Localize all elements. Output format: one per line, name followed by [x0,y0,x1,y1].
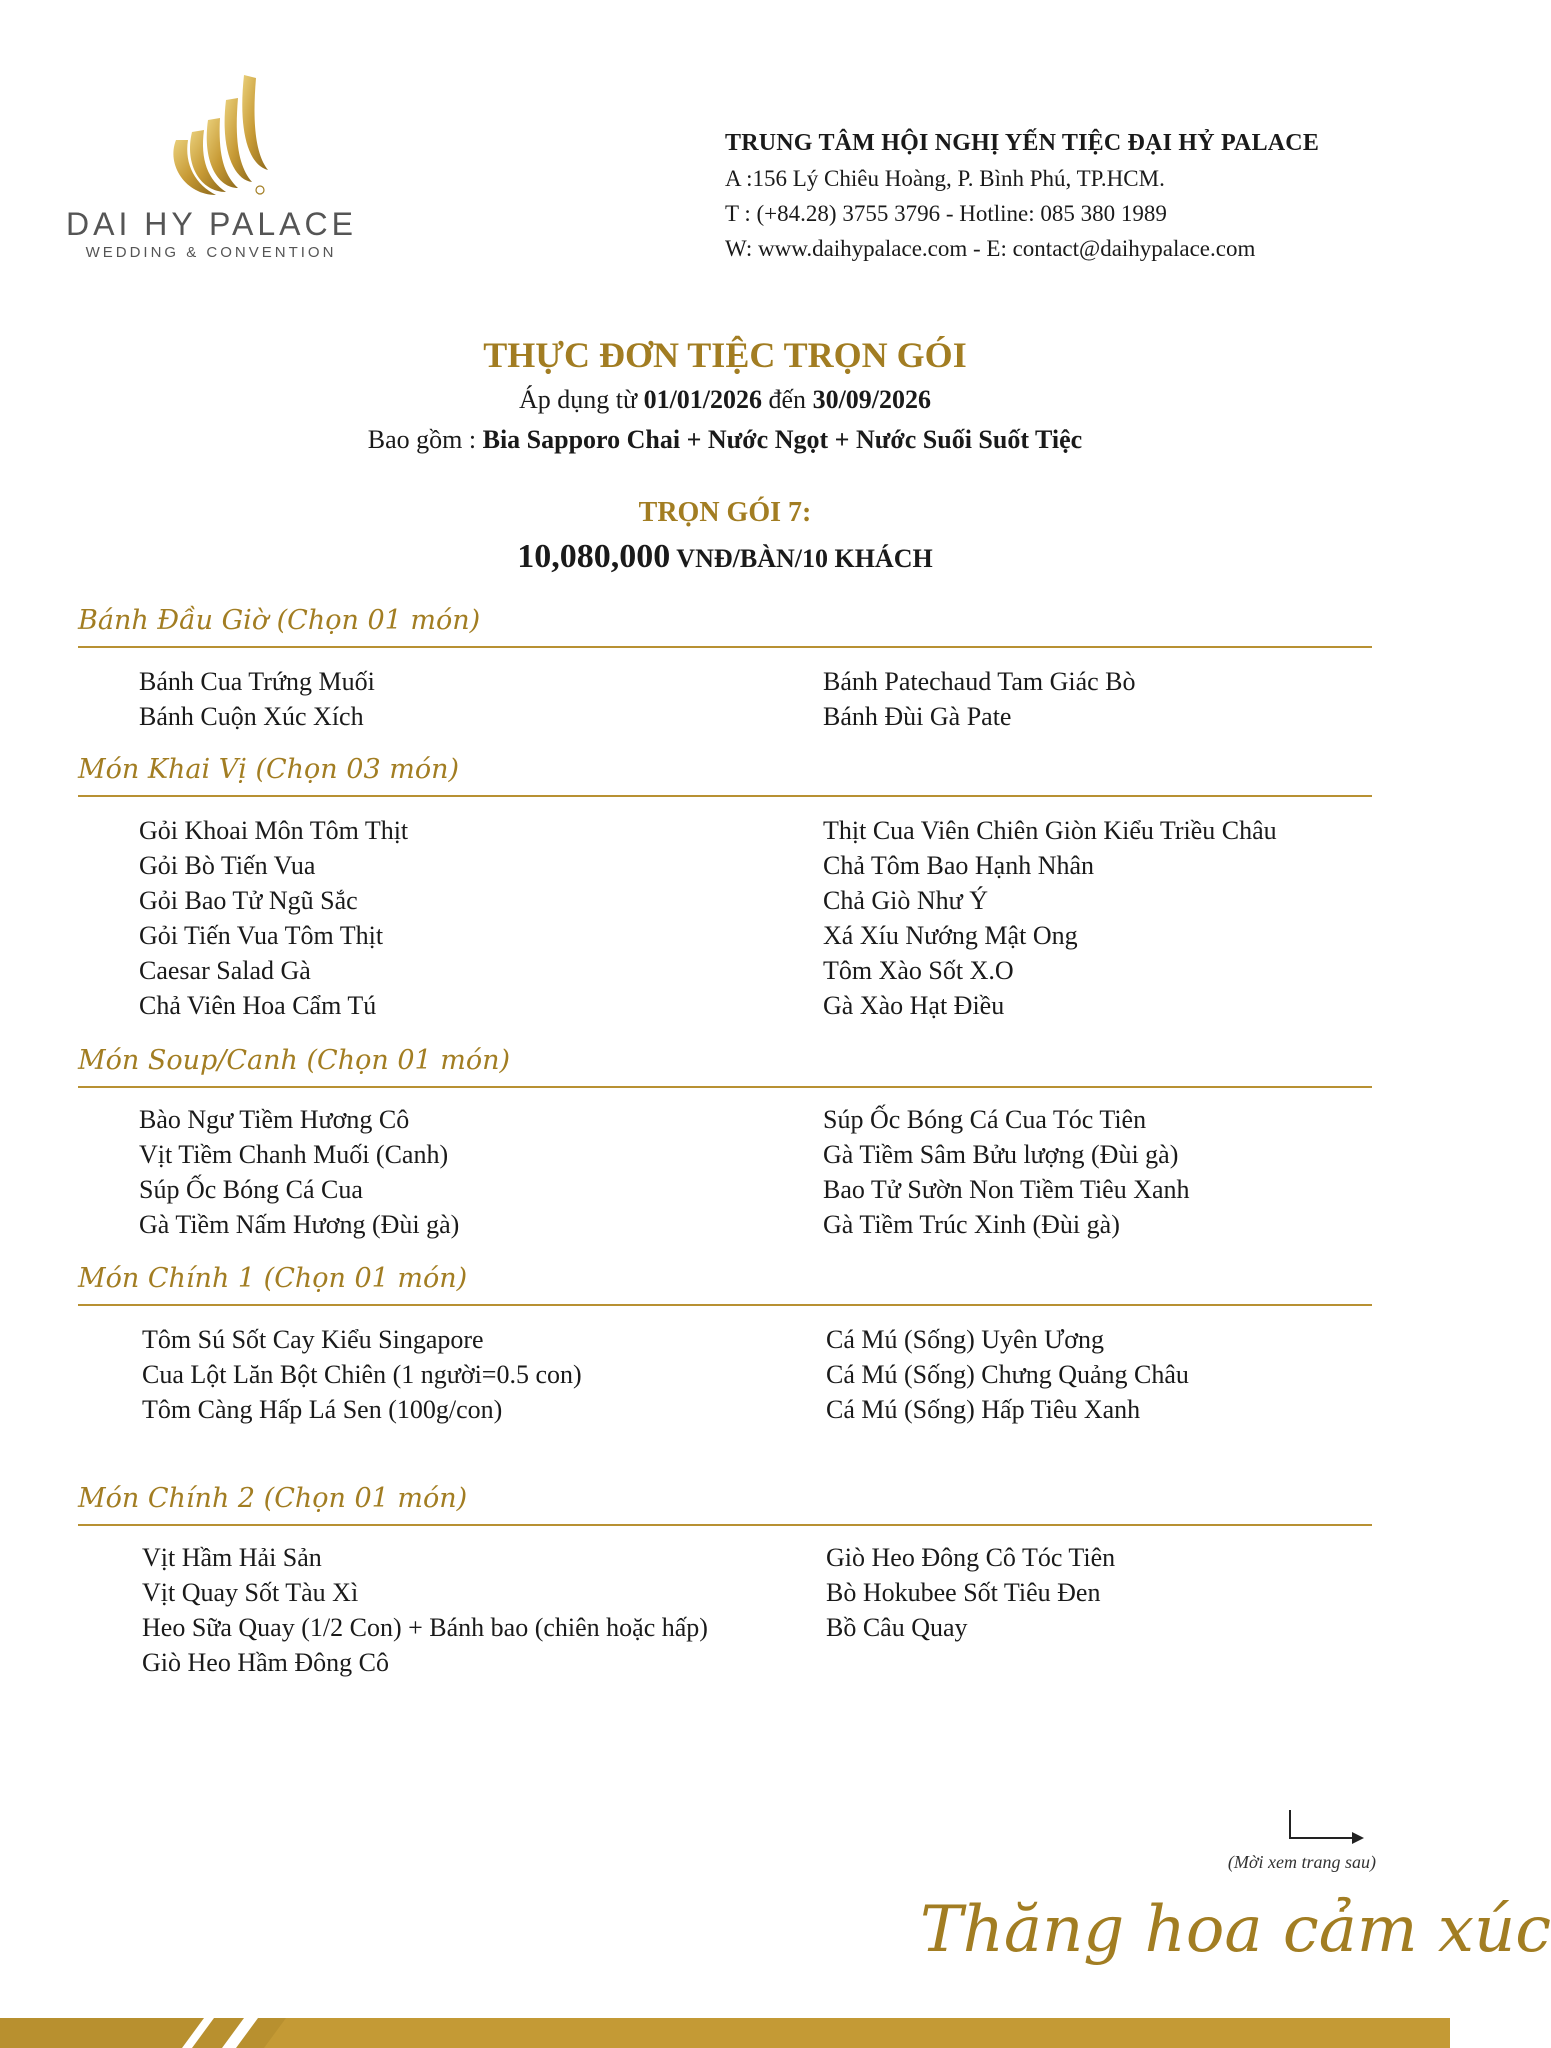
package-block [0,492,1450,586]
menu-item: Chả Viên Hoa Cẩm Tú [139,991,377,1020]
section-title: Bánh Đầu Giờ (Chọn 01 món) [78,605,481,636]
menu-item: Gỏi Tiến Vua Tôm Thịt [139,921,384,950]
section-divider [78,1524,1372,1526]
menu-item: Tôm Càng Hấp Lá Sen (100g/con) [142,1395,503,1424]
web-email: W: www.daihypalace.com - E: contact@daihypalace.com [725,236,1256,261]
menu-item: Vịt Hầm Hải Sản [142,1543,322,1572]
menu-item: Bò Hokubee Sốt Tiêu Đen [826,1578,1101,1607]
includes-line [0,420,1450,460]
section-divider [78,1086,1372,1088]
arrow-right-icon [1288,1808,1368,1844]
menu-item: Giò Heo Hầm Đông Cô [142,1648,389,1677]
right-column [823,813,1277,1023]
menu-item: Bao Tử Sườn Non Tiềm Tiêu Xanh [823,1175,1190,1204]
menu-item: Cá Mú (Sống) Uyên Ương [826,1325,1105,1354]
menu-item: Chả Giò Như Ý [823,886,989,915]
logo-emblem-icon [156,70,276,200]
menu-item: Tôm Xào Sốt X.O [823,956,1014,985]
menu-item: Gỏi Bò Tiến Vua [139,851,316,880]
slogan: Thăng hoa cảm xúc [920,1893,1551,1967]
section-title: Món Soup/Canh (Chọn 01 món) [78,1045,511,1076]
menu-item: Gà Tiềm Sâm Bửu lượng (Đùi gà) [823,1140,1179,1169]
menu-section [78,602,1372,731]
menu-item: Súp Ốc Bóng Cá Cua [139,1175,363,1204]
menu-item: Giò Heo Đông Cô Tóc Tiên [826,1543,1116,1572]
section-divider [78,795,1372,797]
include-prefix: Bao gồm : [367,425,483,454]
apply-prefix: Áp dụng từ [518,385,644,414]
menu-item: Bào Ngư Tiềm Hương Cô [139,1105,410,1134]
price-unit: VNĐ/BÀN/10 KHÁCH [670,544,933,573]
menu-section [78,1042,1372,1239]
menu-item: Cua Lột Lăn Bột Chiên (1 người=0.5 con) [142,1360,582,1389]
menu-item: Gà Tiềm Trúc Xinh (Đùi gà) [823,1210,1120,1239]
section-title: Món Chính 2 (Chọn 01 món) [78,1483,468,1514]
section-divider [78,646,1372,648]
apply-mid: đến [762,385,813,414]
left-column [142,1322,582,1427]
apply-from: 01/01/2026 [643,385,763,414]
menu-section [78,751,1372,1020]
menu-item: Vịt Tiềm Chanh Muối (Canh) [139,1140,449,1169]
menu-item: Vịt Quay Sốt Tàu Xì [142,1578,359,1607]
menu-item: Bánh Cua Trứng Muối [139,667,375,696]
phone: T : (+84.28) 3755 3796 - Hotline: 085 380 1989 [725,201,1167,226]
right-column [823,1102,1190,1242]
logo-name: DAI HY PALACE [66,206,357,242]
contact-block [725,126,1405,266]
title-block [0,330,1450,460]
menu-item: Thịt Cua Viên Chiên Giòn Kiểu Triều Châu [823,816,1277,845]
menu-item: Chả Tôm Bao Hạnh Nhân [823,851,1095,880]
organization-name: TRUNG TÂM HỘI NGHỊ YẾN TIỆC ĐẠI HỶ PALACE [725,130,1320,156]
menu-item: Heo Sữa Quay (1/2 Con) + Bánh bao (chiên hoặc hấp) [142,1613,708,1642]
menu-item: Bánh Đùi Gà Pate [823,702,1012,731]
price-line [0,534,1450,586]
footer-band [0,2018,1450,2048]
menu-item: Gỏi Bao Tử Ngũ Sắc [139,886,358,915]
menu-item: Gà Xào Hạt Điều [823,991,1005,1020]
logo-subtitle: WEDDING & CONVENTION [85,244,337,261]
left-column [139,664,375,734]
price-amount: 10,080,000 [517,538,671,575]
logo [66,70,356,270]
menu-item: Caesar Salad Gà [139,956,311,985]
menu-section [78,1260,1372,1424]
apply-period [0,380,1450,420]
menu-item: Bánh Patechaud Tam Giác Bò [823,667,1136,696]
menu-item: Cá Mú (Sống) Hấp Tiêu Xanh [826,1395,1141,1424]
right-column [826,1540,1115,1645]
menu-section [78,1480,1372,1677]
menu-item: Gỏi Khoai Môn Tôm Thịt [139,816,409,845]
section-divider [78,1304,1372,1306]
right-column [823,664,1136,734]
menu-item: Bánh Cuộn Xúc Xích [139,702,364,731]
section-title: Món Chính 1 (Chọn 01 món) [78,1263,468,1294]
package-name: TRỌN GÓI 7: [638,497,812,528]
apply-to: 30/09/2026 [812,385,932,414]
section-title: Món Khai Vị (Chọn 03 món) [78,754,459,785]
menu-item: Xá Xíu Nướng Mật Ong [823,921,1078,950]
left-column [139,1102,459,1242]
menu-item: Cá Mú (Sống) Chưng Quảng Châu [826,1360,1189,1389]
page-title: THỰC ĐƠN TIỆC TRỌN GÓI [483,335,967,375]
menu-item: Súp Ốc Bóng Cá Cua Tóc Tiên [823,1105,1147,1134]
right-column [826,1322,1189,1427]
address: A :156 Lý Chiêu Hoàng, P. Bình Phú, TP.HCM. [725,166,1165,191]
menu-item: Bồ Câu Quay [826,1613,968,1642]
left-column [139,813,408,1023]
menu-item: Tôm Sú Sốt Cay Kiểu Singapore [142,1325,484,1354]
left-column [142,1540,708,1680]
include-items: Bia Sapporo Chai + Nước Ngọt + Nước Suối Suốt Tiệc [482,425,1083,454]
menu-item: Gà Tiềm Nấm Hương (Đùi gà) [139,1210,460,1239]
next-page-note: (Mời xem trang sau) [1227,1852,1376,1872]
